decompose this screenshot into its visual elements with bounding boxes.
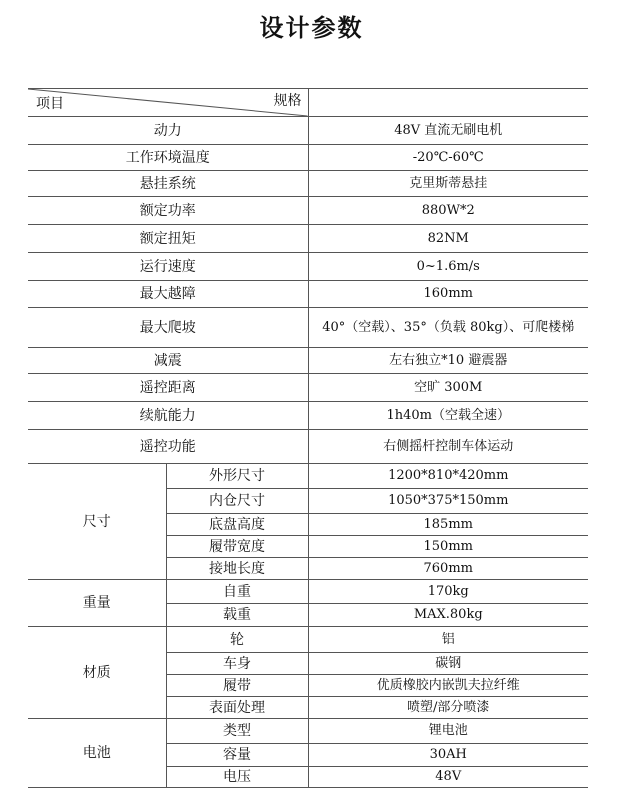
param-name: 履带: [166, 675, 308, 697]
param-value: 1050*375*150mm: [308, 489, 588, 514]
param-name: 接地长度: [166, 558, 308, 580]
param-name: 外形尺寸: [166, 464, 308, 489]
group-label: 重量: [28, 580, 166, 627]
param-name: 续航能力: [28, 402, 308, 430]
param-name: 额定扭矩: [28, 225, 308, 253]
param-name: 遥控功能: [28, 430, 308, 464]
table-row: [28, 627, 588, 653]
table-row: [28, 281, 588, 308]
param-value: 48V: [308, 767, 588, 788]
param-name: 运行速度: [28, 253, 308, 281]
param-name: 遥控距离: [28, 374, 308, 402]
param-name: 自重: [166, 580, 308, 604]
param-name: 额定功率: [28, 197, 308, 225]
diagonal-line: [28, 89, 308, 116]
param-value: 185mm: [308, 514, 588, 536]
param-value: 喷塑/部分喷漆: [308, 697, 588, 719]
param-name: 类型: [166, 719, 308, 744]
table-row: [28, 117, 588, 145]
table-row: [28, 225, 588, 253]
param-value: 空旷 300M: [308, 374, 588, 402]
param-value: 铝: [308, 627, 588, 653]
param-value: 30AH: [308, 744, 588, 767]
param-name: 工作环境温度: [28, 145, 308, 171]
param-value: 锂电池: [308, 719, 588, 744]
param-value: 碳钢: [308, 653, 588, 675]
param-value: 左右独立*10 避震器: [308, 348, 588, 374]
param-name: 动力: [28, 117, 308, 145]
group-label: 尺寸: [28, 464, 166, 580]
param-name: 最大爬坡: [28, 308, 308, 348]
param-value: 右侧摇杆控制车体运动: [308, 430, 588, 464]
table-row: [28, 197, 588, 225]
table-row: [28, 430, 588, 464]
param-value: 1h40m（空载全速）: [308, 402, 588, 430]
header-item-label: 项目: [36, 96, 64, 112]
param-value: 40°（空载）、35°（负载 80kg）、可爬楼梯: [308, 308, 588, 348]
header-diagonal-cell: [28, 89, 308, 117]
param-value: 170kg: [308, 580, 588, 604]
param-name: 悬挂系统: [28, 171, 308, 197]
param-name: 最大越障: [28, 281, 308, 308]
param-value: 150mm: [308, 536, 588, 558]
header-row: [28, 89, 588, 117]
table-row: [28, 308, 588, 348]
group-label: 材质: [28, 627, 166, 719]
table-row: [28, 402, 588, 430]
param-name: 底盘高度: [166, 514, 308, 536]
header-spec-label: 规格: [273, 93, 302, 109]
param-value: 克里斯蒂悬挂: [308, 171, 588, 197]
table-row: [28, 374, 588, 402]
param-value: MAX.80kg: [308, 604, 588, 627]
table-row: [28, 145, 588, 171]
param-name: 减震: [28, 348, 308, 374]
spec-table: [28, 88, 588, 788]
param-value: 优质橡胶内嵌凯夫拉纤维: [308, 675, 588, 697]
param-value: 1200*810*420mm: [308, 464, 588, 489]
param-name: 容量: [166, 744, 308, 767]
param-value: 760mm: [308, 558, 588, 580]
param-value: 48V 直流无刷电机: [308, 117, 588, 145]
param-value: -20℃-60℃: [308, 145, 588, 171]
param-name: 电压: [166, 767, 308, 788]
param-name: 载重: [166, 604, 308, 627]
group-label: 电池: [28, 719, 166, 788]
param-name: 轮: [166, 627, 308, 653]
table-row: [28, 253, 588, 281]
param-name: 表面处理: [166, 697, 308, 719]
page-title: 设计参数: [259, 13, 364, 42]
param-name: 车身: [166, 653, 308, 675]
param-value: 82NM: [308, 225, 588, 253]
table-row: [28, 171, 588, 197]
table-row: [28, 348, 588, 374]
header-empty-cell: [308, 89, 588, 117]
param-value: 880W*2: [308, 197, 588, 225]
table-row: [28, 464, 588, 489]
table-row: [28, 580, 588, 604]
param-value: 0~1.6m/s: [308, 253, 588, 281]
param-name: 履带宽度: [166, 536, 308, 558]
table-row: [28, 719, 588, 744]
param-name: 内仓尺寸: [166, 489, 308, 514]
param-value: 160mm: [308, 281, 588, 308]
